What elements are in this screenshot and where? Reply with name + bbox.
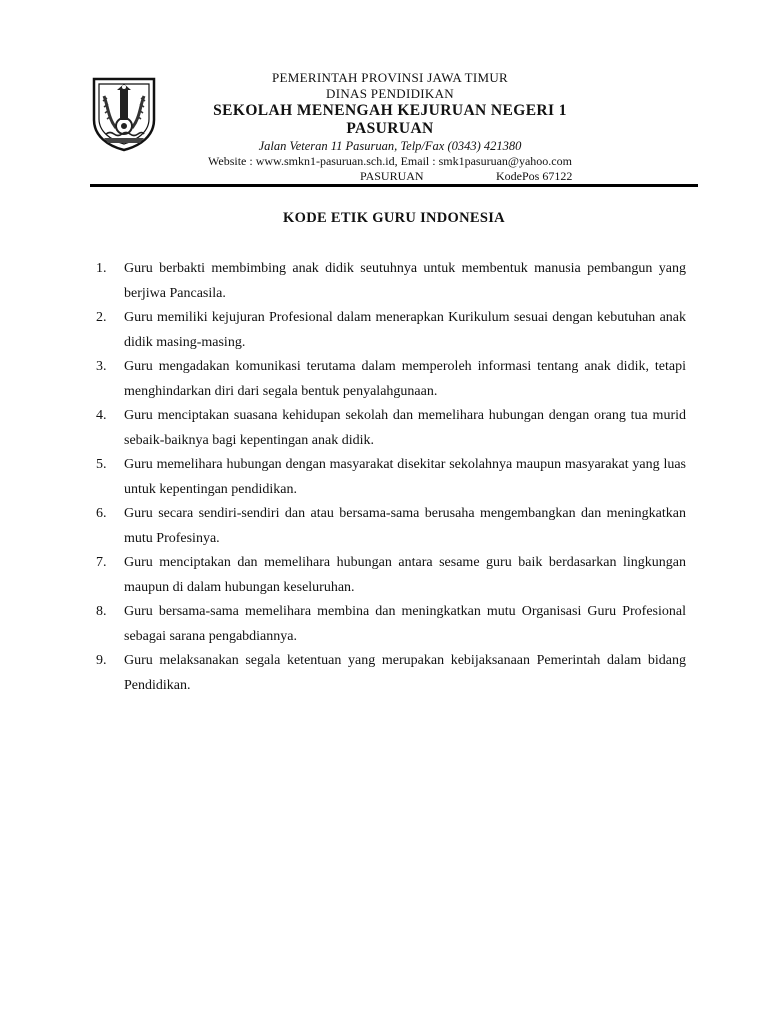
item-text: Guru memelihara hubungan dengan masyarakat disekitar sekolahnya maupun masyarakat yang luas untuk kepentingan pendidikan. bbox=[124, 457, 686, 497]
school-website-email: Website : www.smkn1-pasuruan.sch.id, Email : smk1pasuruan@yahoo.com bbox=[208, 154, 572, 168]
list-item bbox=[90, 306, 686, 355]
item-text: Guru mengadakan komunikasi terutama dalam memperoleh informasi tentang anak didik, tetapi menghindarkan diri dari segala bentuk penyalahgunaan. bbox=[124, 359, 686, 399]
item-text: Guru berbakti membimbing anak didik seutuhnya untuk membentuk manusia pembangun yang berjiwa Pancasila. bbox=[124, 261, 686, 301]
letterhead-divider bbox=[90, 184, 698, 187]
list-item bbox=[90, 502, 686, 551]
item-number: 4. bbox=[96, 408, 107, 423]
item-number: 2. bbox=[96, 310, 107, 325]
school-name-line2: PASURUAN bbox=[346, 120, 434, 137]
item-number: 5. bbox=[96, 457, 107, 472]
item-number: 7. bbox=[96, 555, 107, 570]
city-name: PASURUAN bbox=[360, 169, 424, 183]
list-item bbox=[90, 600, 686, 649]
list-item bbox=[90, 453, 686, 502]
item-number: 3. bbox=[96, 359, 107, 374]
code-of-ethics-list bbox=[90, 257, 686, 698]
school-address: Jalan Veteran 11 Pasuruan, Telp/Fax (0343) 421380 bbox=[258, 139, 522, 153]
list-item bbox=[90, 355, 686, 404]
item-number: 9. bbox=[96, 653, 107, 668]
postal-code: KodePos 67122 bbox=[496, 169, 573, 183]
item-text: Guru menciptakan suasana kehidupan sekolah dan memelihara hubungan dengan orang tua murid sebaik-baiknya bagi kepentingan anak didik. bbox=[124, 408, 686, 448]
item-number: 8. bbox=[96, 604, 107, 619]
item-text: Guru melaksanakan segala ketentuan yang merupakan kebijaksanaan Pemerintah dalam bidang Pendidikan. bbox=[124, 653, 686, 693]
province-name: PEMERINTAH PROVINSI JAWA TIMUR bbox=[272, 70, 508, 85]
department-name: DINAS PENDIDIKAN bbox=[326, 86, 454, 101]
list-item bbox=[90, 649, 686, 698]
school-name-line1: SEKOLAH MENENGAH KEJURUAN NEGERI 1 bbox=[213, 102, 567, 119]
letterhead bbox=[160, 70, 620, 184]
item-text: Guru memiliki kejujuran Profesional dalam menerapkan Kurikulum sesuai dengan kebutuhan anak didik masing-masing. bbox=[124, 310, 686, 350]
list-item bbox=[90, 551, 686, 600]
provincial-emblem-logo bbox=[90, 76, 158, 152]
item-text: Guru menciptakan dan memelihara hubungan antara sesame guru baik berdasarkan lingkungan maupun di dalam hubungan keseluruhan. bbox=[124, 555, 686, 595]
city-postal-row bbox=[160, 169, 620, 184]
item-number: 1. bbox=[96, 261, 107, 276]
item-number: 6. bbox=[96, 506, 107, 521]
item-text: Guru secara sendiri-sendiri dan atau bersama-sama berusaha mengembangkan dan meningkatkan mutu Profesinya. bbox=[124, 506, 686, 546]
item-text: Guru bersama-sama memelihara membina dan meningkatkan mutu Organisasi Guru Profesional sebagai sarana pengabdiannya. bbox=[124, 604, 686, 644]
list-item bbox=[90, 257, 686, 306]
document-title: KODE ETIK GURU INDONESIA bbox=[283, 210, 505, 226]
list-item bbox=[90, 404, 686, 453]
